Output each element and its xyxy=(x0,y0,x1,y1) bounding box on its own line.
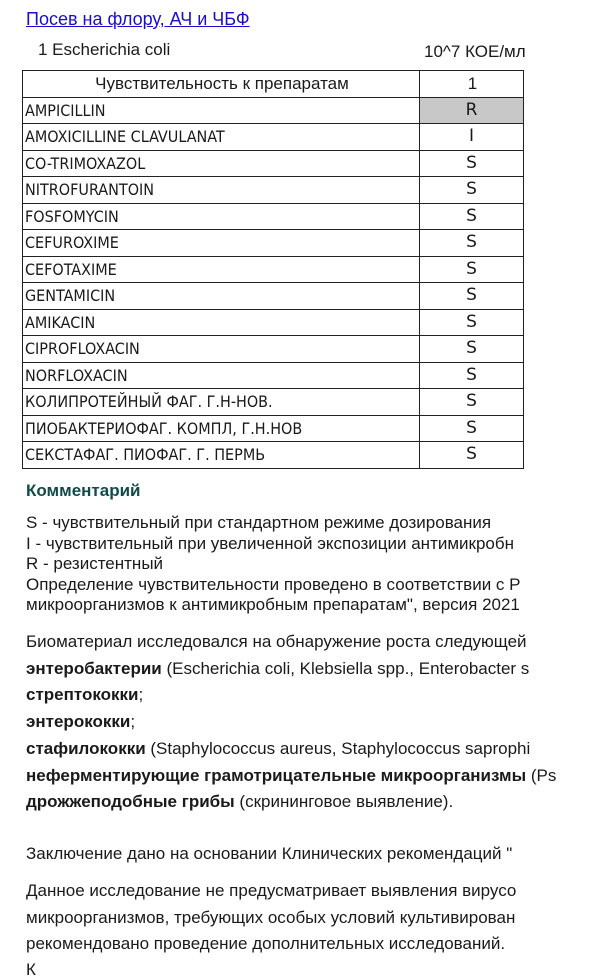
table-header-row xyxy=(23,71,524,98)
organism-group-detail: ; xyxy=(130,712,136,732)
sensitivity-result: R xyxy=(420,97,524,124)
cut-off-text: К xyxy=(26,960,36,979)
sensitivity-result: S xyxy=(420,309,524,336)
organism-group-detail: (Ps xyxy=(526,765,557,785)
table-row xyxy=(23,177,524,204)
organism-group xyxy=(26,736,556,763)
disclaimer-block xyxy=(26,878,516,958)
table-row xyxy=(23,150,524,177)
drug-name: CEFOTAXIME xyxy=(23,256,420,283)
drug-name: NORFLOXACIN xyxy=(23,362,420,389)
organism-group xyxy=(26,656,556,683)
table-row xyxy=(23,124,524,151)
sensitivity-result: S xyxy=(420,177,524,204)
organism-group xyxy=(26,789,556,816)
sensitivity-result: S xyxy=(420,362,524,389)
sensitivity-result: S xyxy=(420,389,524,416)
disclaimer-line: рекомендовано проведение дополнительных исследований. xyxy=(26,934,506,953)
table-row xyxy=(23,336,524,363)
organism-group-detail: ; xyxy=(138,685,144,705)
table-row xyxy=(23,415,524,442)
comment-heading: Комментарий xyxy=(26,481,141,500)
table-row xyxy=(23,442,524,469)
sensitivity-result: S xyxy=(420,256,524,283)
legend-line: микроорганизмов к антимикробным препаратам", версия 2021 xyxy=(26,595,520,614)
organism-group-name: стрептококки xyxy=(26,685,139,705)
drug-name: GENTAMICIN xyxy=(23,283,420,310)
table-row xyxy=(23,230,524,257)
column-header-isolate: 1 xyxy=(420,71,524,98)
sensitivity-result: S xyxy=(420,283,524,310)
table-row xyxy=(23,97,524,124)
legend-line: S - чувствительный при стандартном режиме дозирования xyxy=(26,513,492,532)
sensitivity-result: S xyxy=(420,203,524,230)
sensitivity-result: S xyxy=(420,150,524,177)
table-row xyxy=(23,203,524,230)
table-row xyxy=(23,389,524,416)
comment-legend xyxy=(26,512,600,615)
drug-name: CEFUROXIME xyxy=(23,230,420,257)
table-row xyxy=(23,283,524,310)
organism-group-name: энтеробактерии xyxy=(26,658,162,678)
drug-name: AMPICILLIN xyxy=(23,97,420,124)
sensitivity-result: S xyxy=(420,442,524,469)
drug-name: CIPROFLOXACIN xyxy=(23,336,420,363)
drug-name: СЕКСТАФАГ. ПИОФАГ. Г. ПЕРМЬ xyxy=(23,442,420,469)
drug-name: ПИОБАКТЕРИОФАГ. КОМПЛ, Г.Н.НОВ xyxy=(23,415,420,442)
table-row xyxy=(23,309,524,336)
drug-name: КОЛИПРОТЕЙНЫЙ ФАГ. Г.Н-НОВ. xyxy=(23,389,420,416)
sensitivity-result: S xyxy=(420,230,524,257)
organism-group-name: энтерококки xyxy=(26,712,131,732)
legend-line: Определение чувствительности проведено в соответствии с Р xyxy=(26,574,521,594)
drug-name: NITROFURANTOIN xyxy=(23,177,420,204)
organism-name: 1 Escherichia coli xyxy=(38,40,171,59)
test-title-link[interactable]: Посев на флору, АЧ и ЧБФ xyxy=(26,9,250,29)
organism-group xyxy=(26,763,556,790)
organism-group-name: стафилококки xyxy=(26,738,146,758)
organism-group xyxy=(26,709,556,736)
drug-name: FOSFOMYCIN xyxy=(23,203,420,230)
biomaterial-intro: Биоматериал исследовался на обнаружение роста следующей xyxy=(26,632,527,651)
organism-group-detail: (Escherichia coli, Klebsiella spp., Enterobacter s xyxy=(161,658,530,678)
titer-value: 10^7 КОЕ/мл xyxy=(424,42,526,61)
disclaimer-line: Данное исследование не предусматривает выявления вирусо xyxy=(26,881,517,900)
drug-name: AMIKACIN xyxy=(23,309,420,336)
organism-group-name: дрожжеподобные грибы xyxy=(26,792,235,812)
column-header-drug: Чувствительность к препаратам xyxy=(23,71,420,98)
legend-line: I - чувствительный при увеличенной экспозиции антимикробн xyxy=(26,533,515,553)
sensitivity-table xyxy=(22,70,524,469)
sensitivity-result: S xyxy=(420,415,524,442)
table-row xyxy=(23,362,524,389)
legend-line: R - резистентный xyxy=(26,554,164,573)
drug-name: AMOXICILLINE CLAVULANAT xyxy=(23,124,420,151)
drug-name: CO-TRIMOXAZOL xyxy=(23,150,420,177)
conclusion-text: Заключение дано на основании Клинических рекомендаций " xyxy=(26,844,513,863)
organism-group-name: неферментирующие грамотрицательные микроорганизмы xyxy=(26,765,527,785)
sensitivity-result: I xyxy=(420,124,524,151)
sensitivity-result: S xyxy=(420,336,524,363)
table-row xyxy=(23,256,524,283)
biomaterial-block xyxy=(26,629,556,816)
organism-group-detail: (скрининговое выявление). xyxy=(234,792,454,812)
organism-group-detail: (Staphylococcus aureus, Staphylococcus saprophi xyxy=(145,738,531,758)
disclaimer-line: микроорганизмов, требующих особых условий культивирован xyxy=(26,907,516,927)
organism-group xyxy=(26,682,556,709)
